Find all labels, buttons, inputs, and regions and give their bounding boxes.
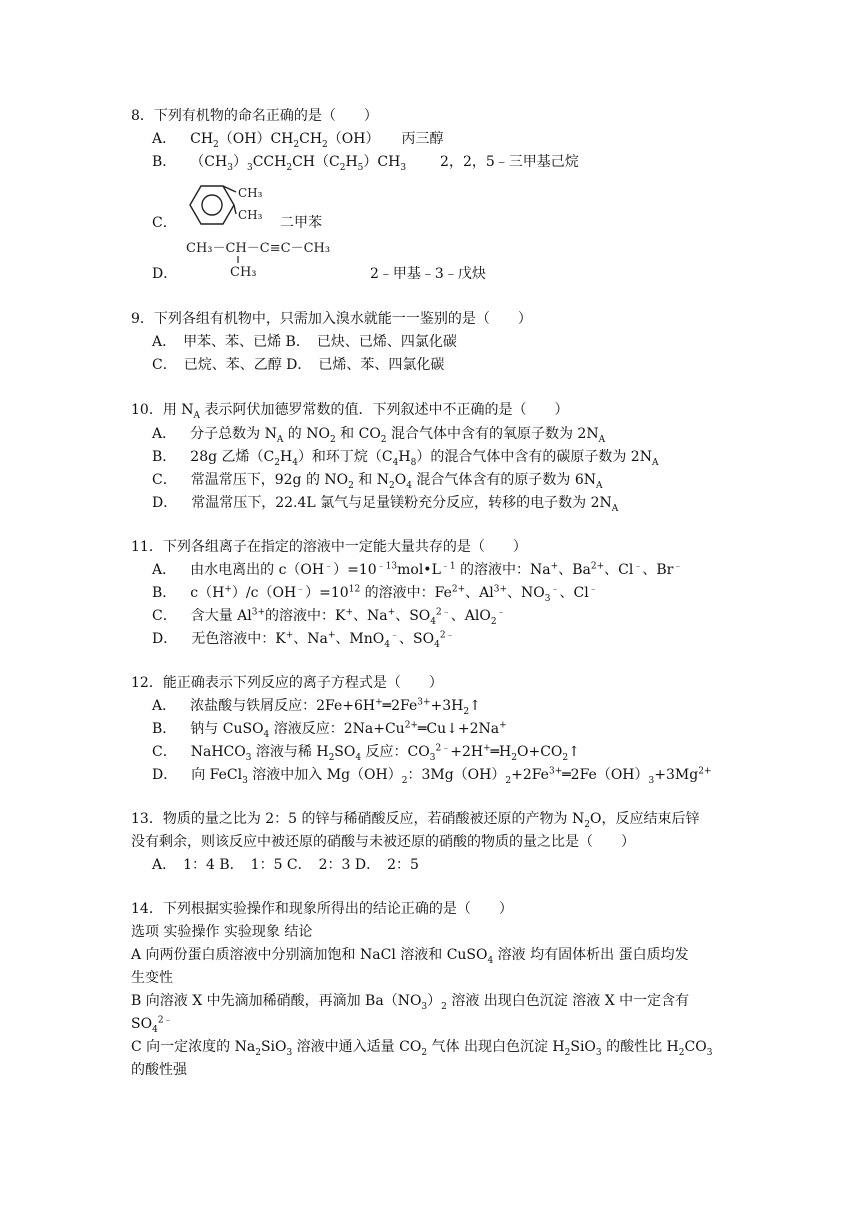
- q12-option-c: C． NaHCO$_3$ 溶液与稀 $H_2SO_4$ 反应：$CO_3^{2﹣}+2H^+═H_2O+CO_2↑$: [152, 743, 580, 763]
- q8-option-a: [152, 129, 443, 149]
- question-11-title: 11．下列各组离子在指定的溶液中一定能大量共存的是（ ）: [131, 539, 527, 555]
- q14-row-c-line-1: C 向一定浓度的 $Na_2SiO_3$ 溶液中通入适量 $CO_2$ 气体 出现白色沉淀 $H_2SiO_3$ 的酸性比 $H_2CO_3$: [131, 1039, 713, 1058]
- chain-text: CH₃－CH－C≡C－CH₃: [186, 241, 331, 256]
- q11-option-c: C． 含大量 $Al^{3+}$的溶液中：K+、Na+、$SO_4^{2﹣}$、AlO$_2$﹣: [152, 607, 506, 627]
- q14-row-b-line-2: $SO_4^{2﹣}$: [131, 1015, 173, 1035]
- option-label: D．: [152, 495, 178, 511]
- q8-option-c-label: C．: [152, 215, 177, 231]
- q14-row-b-line-1: B 向溶液 X 中先滴加稀硝酸，再滴加 $Ba(NO_3)_2$ 溶液 出现白色沉淀 溶液 X 中一定含有: [131, 993, 690, 1012]
- q11-option-b: B． $c(H^+)/c(OH^﹣)=10^{12}$ 的溶液中：$Fe^{2+}$、$Al^{3+}$、$NO_3^﹣$、Cl﹣: [152, 584, 598, 604]
- q11-option-a: A． 由水电离出的 $c(OH^﹣)=10^{﹣13}mol•L^{﹣1}$ 的溶液中：Na+、$Ba^{2+}$、Cl﹣、Br﹣: [152, 561, 683, 578]
- option-label: A．: [152, 131, 177, 147]
- option-label: D．: [152, 767, 178, 783]
- option-label: C．: [152, 608, 177, 624]
- formula: $(CH_3)_3CCH_2CH(C_2H_5)CH_3$: [190, 154, 407, 173]
- text-part: 13．物质的量之比为 2：5 的锌与稀硝酸反应，若硝酸被还原的产物为 N: [131, 811, 585, 827]
- compound-name: 丙三醇: [401, 131, 444, 147]
- q9-options-row-1: A． 甲苯、苯、已烯 B． 已炔、已烯、四氯化碳: [152, 334, 457, 350]
- option-label: B．: [152, 449, 177, 465]
- question-12-title: 12．能正确表示下列反应的离子方程式是（ ）: [131, 675, 443, 691]
- q12-option-b: B． 钠与 CuSO$_4$ 溶液反应：$2Na+Cu^{2+}═Cu↓+2Na^+$: [152, 720, 507, 740]
- text-part: O，反应结束后锌: [589, 811, 700, 827]
- q10-option-b: B． 28g 乙烯$(C_2H_4)$和环丁烷$(C_4H_8)$的混合气体中含有的碳原子数为 $2N_A$: [152, 449, 659, 468]
- option-label: A．: [152, 426, 177, 442]
- branch-text: CH₃: [230, 265, 257, 280]
- title-part: 表示阿伏加德罗常数的值．下列叙述中不正确的是（ ）: [204, 402, 569, 418]
- option-label: B．: [152, 721, 177, 737]
- q11-option-d: D． 无色溶液中：K+、Na+、MnO$_4$﹣、$SO_4^{2﹣}$: [152, 630, 455, 650]
- q8-option-b: [152, 152, 579, 172]
- pentyne-structure-image: [186, 238, 356, 280]
- q8-option-d-label: D．: [152, 266, 178, 282]
- compound-name: 2，2，5﹣三甲基己烷: [440, 154, 579, 170]
- q10-option-d: D． 常温常压下，22.4L 氯气与足量镁粉充分反应，转移的电子数为 $2N_A$: [152, 495, 619, 514]
- option-label: C．: [152, 472, 177, 488]
- option-label: B．: [152, 154, 177, 170]
- methyl-label-1: CH₃: [238, 186, 263, 200]
- q13-options: A． 1：4 B． 1：5 C． 2：3 D． 2：5: [152, 857, 419, 873]
- title-part: 10．用 N: [131, 402, 194, 418]
- question-8-title: 8．下列有机物的命名正确的是（ ）: [131, 108, 378, 124]
- q14-row-a-line-2: 生变性: [131, 970, 173, 986]
- question-13-line-1: 13．物质的量之比为 2：5 的锌与稀硝酸反应，若硝酸被还原的产物为 $N_2O$，反应结束后锌: [131, 811, 700, 830]
- option-label: A．: [152, 562, 177, 578]
- q8-option-c-name: 二甲苯: [280, 215, 322, 231]
- q12-option-d: D． 向 FeCl$_3$ 溶液中加入 $Mg(OH)_2$：$3Mg(OH)_2+2Fe^{3+}═2Fe(OH)_3+3Mg^{2+}$: [152, 766, 712, 786]
- methyl-label-2: CH₃: [238, 208, 263, 222]
- q12-option-a: A． 浓盐酸与铁屑反应：$2Fe+6H^+═2Fe^{3+}+3H_2↑$: [152, 697, 481, 717]
- q10-option-c: C． 常温常压下，92g 的 $NO_2$ 和 $N_2O_4$ 混合气体含有的原子数为 $6N_A$: [152, 472, 603, 491]
- q14-table-header: 选项 实验操作 实验现象 结论: [131, 924, 313, 940]
- question-10-title: 10．用 $N_A$ 表示阿伏加德罗常数的值．下列叙述中不正确的是（ ）: [131, 402, 569, 421]
- q10-option-a: A． 分子总数为 $N_A$ 的 $NO_2$ 和 $CO_2$ 混合气体中含有的氧原子数为 $2N_A$: [152, 426, 606, 445]
- option-label: C．: [152, 744, 177, 760]
- question-9-title: 9．下列各组有机物中，只需加入溴水就能一一鉴别的是（ ）: [131, 311, 532, 327]
- q9-options-row-2: C． 已烷、苯、乙醇 D． 已烯、苯、四氯化碳: [152, 357, 445, 373]
- question-14-title: 14．下列根据实验操作和现象所得出的结论正确的是（ ）: [131, 901, 513, 917]
- question-13-line-2: 没有剩余，则该反应中被还原的硝酸与未被还原的硝酸的物质的量之比是（ ）: [131, 834, 635, 850]
- option-label: B．: [152, 585, 177, 601]
- formula: $CH_2(OH)CH_2CH_2(OH)$: [190, 131, 380, 150]
- option-label: A．: [152, 698, 177, 714]
- q14-row-c-line-2: 的酸性强: [131, 1062, 187, 1078]
- xylene-structure-image: [186, 180, 270, 230]
- option-label: D．: [152, 631, 178, 647]
- q14-row-a-line-1: A 向两份蛋白质溶液中分别滴加饱和 NaCl 溶液和 CuSO$_4$ 溶液 均有固体析出 蛋白质均发: [131, 947, 689, 966]
- q8-option-d-name: 2﹣甲基﹣3﹣戊炔: [370, 266, 486, 282]
